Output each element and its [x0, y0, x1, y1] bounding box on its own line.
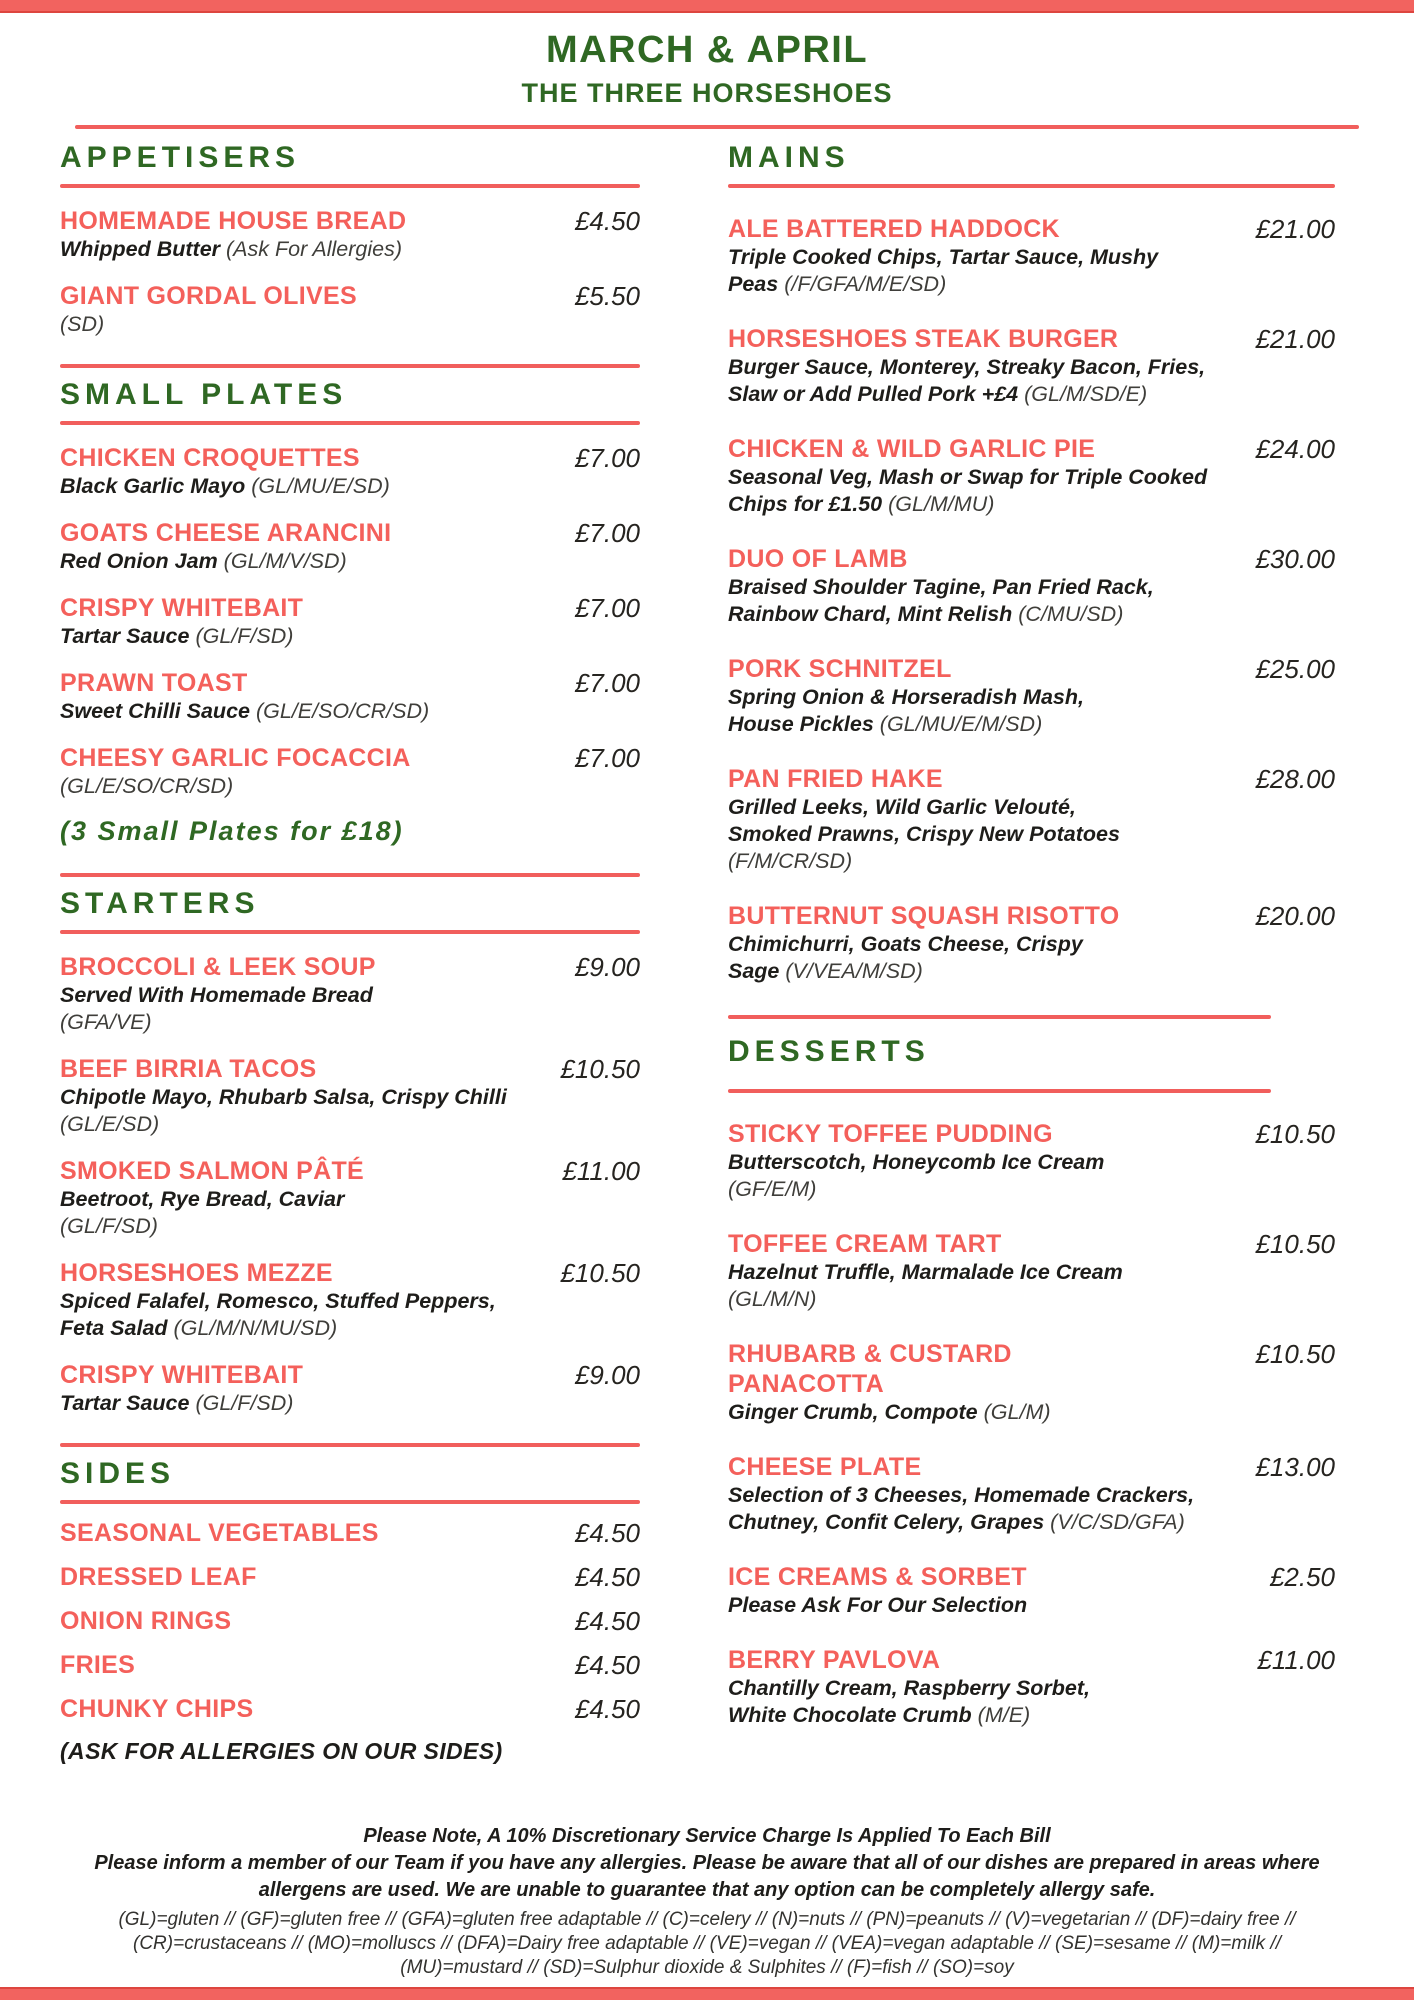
menu-item [60, 1562, 640, 1592]
menu-item-header [60, 1694, 640, 1724]
item-name: PORK SCHNITZEL [728, 655, 952, 683]
item-price: £4.50 [574, 1562, 640, 1592]
menu-item [728, 214, 1335, 298]
item-name: SEASONAL VEGETABLES [60, 1519, 379, 1547]
item-price: £10.50 [560, 1054, 640, 1084]
section-note-sides: (ASK FOR ALLERGIES ON OUR SIDES) [60, 1738, 503, 1764]
item-description-line [728, 684, 1335, 711]
item-name: SMOKED SALMON PÂTÉ [60, 1157, 365, 1185]
menu-item [60, 1606, 640, 1636]
item-description-line [60, 623, 640, 650]
desc-text: Whipped Butter [60, 237, 227, 261]
item-name: DUO OF LAMB [728, 545, 908, 573]
desc-allergens: (GL/M/V/SD) [223, 549, 347, 573]
item-description-line [728, 1509, 1335, 1536]
item-price: £24.00 [1255, 434, 1335, 464]
item-price: £4.50 [574, 1650, 640, 1680]
item-name: CRISPY WHITEBAIT [60, 594, 304, 622]
bottom-bar [0, 1987, 1414, 2000]
desc-allergens: (V/VEA/M/SD) [785, 959, 923, 983]
desc-text: Seasonal Veg, Mash or Swap for Triple Cooked [728, 465, 1208, 489]
section-starters [60, 873, 640, 1417]
desc-allergens: (GL/F/SD) [60, 1214, 158, 1238]
item-name: HOMEMADE HOUSE BREAD [60, 207, 407, 235]
item-name: ICE CREAMS & SORBET [728, 1563, 1027, 1591]
allergy-note-line-1: Please inform a member of our Team if you have any allergies. Please be aware that all of our dishes are prepared in areas where [94, 1852, 1320, 1874]
desc-allergens: (F/M/CR/SD) [728, 849, 853, 873]
section-divider-rule [60, 364, 640, 368]
menu-item-header [60, 952, 640, 982]
menu-item [728, 1339, 1335, 1426]
item-name: CHUNKY CHIPS [60, 1695, 254, 1723]
item-name: PRAWN TOAST [60, 669, 248, 697]
item-name: BEEF BIRRIA TACOS [60, 1055, 317, 1083]
item-name: HORSESHOES MEZZE [60, 1259, 333, 1287]
item-description-line [60, 1084, 640, 1111]
desc-text: Tartar Sauce [60, 1391, 196, 1415]
menu-item [728, 901, 1335, 985]
item-name: CHICKEN & WILD GARLIC PIE [728, 435, 1096, 463]
item-name: PAN FRIED HAKE [728, 765, 943, 793]
menu-item [60, 281, 640, 338]
menu-item [60, 443, 640, 500]
menu-item-header [60, 518, 640, 548]
item-name: TOFFEE CREAM TART [728, 1230, 1002, 1258]
desc-text: Sweet Chilli Sauce [60, 699, 256, 723]
item-description-line [728, 491, 1335, 518]
section-small-plates [60, 364, 640, 847]
item-price: £28.00 [1255, 764, 1335, 794]
desc-text: Black Garlic Mayo [60, 474, 252, 498]
item-name: RHUBARB & CUSTARD PANACOTTA [728, 1340, 1012, 1398]
desc-allergens: (GL/E/SD) [60, 1112, 160, 1136]
item-name: CHEESE PLATE [728, 1453, 922, 1481]
item-description-line [728, 794, 1335, 821]
desc-allergens: (Ask For Allergies) [226, 237, 403, 261]
menu-item [728, 654, 1335, 738]
desc-text: Rainbow Chard, Mint Relish [728, 602, 1019, 626]
menu-item [60, 668, 640, 725]
item-price: £10.50 [1255, 1339, 1335, 1369]
menu-column-left [60, 141, 640, 1765]
item-description-line [60, 982, 640, 1009]
desc-text: Spiced Falafel, Romesco, Stuffed Peppers, [60, 1289, 496, 1313]
menu-item-header [728, 214, 1335, 244]
desc-text: Chantilly Cream, Raspberry Sorbet, [728, 1676, 1091, 1700]
menu-item [60, 1360, 640, 1417]
desc-allergens: (GL/MU/E/M/SD) [879, 712, 1043, 736]
menu-item-header [60, 1156, 640, 1186]
desc-allergens: (V/C/SD/GFA) [1050, 1510, 1185, 1534]
item-description-line [728, 848, 1335, 875]
top-bar [0, 0, 1414, 13]
menu-item-header [728, 1119, 1335, 1149]
desc-allergens: (GFA/VE) [60, 1010, 152, 1034]
item-description-line [60, 473, 640, 500]
desc-allergens: (M/E) [977, 1703, 1031, 1727]
menu-item [60, 206, 640, 263]
menu-item-header [60, 1650, 640, 1680]
item-description-line [60, 1390, 640, 1417]
restaurant-name: THE THREE HORSESHOES [521, 78, 893, 108]
item-price: £20.00 [1255, 901, 1335, 931]
item-description-line [728, 931, 1335, 958]
item-price: £4.50 [574, 206, 640, 236]
desc-text: Ginger Crumb, Compote [728, 1400, 984, 1424]
desc-text: Please Ask For Our Selection [728, 1593, 1028, 1617]
menu-item-header [728, 1562, 1335, 1592]
menu-item [60, 1650, 640, 1680]
menu-item-header [60, 1054, 640, 1084]
section-title-appetisers: APPETISERS [60, 141, 301, 174]
menu-footer [0, 1823, 1414, 1980]
item-description-line [728, 1399, 1335, 1426]
item-name: GIANT GORDAL OLIVES [60, 282, 357, 310]
item-name: ALE BATTERED HADDOCK [728, 215, 1060, 243]
item-price: £4.50 [574, 1694, 640, 1724]
menu-item [60, 1518, 640, 1548]
section-underline-rule [60, 930, 640, 934]
item-price: £30.00 [1255, 544, 1335, 574]
menu-item-header [728, 901, 1335, 931]
section-underline-rule [60, 421, 640, 425]
item-description-line [60, 1111, 640, 1138]
desc-text: Chutney, Confit Celery, Grapes [728, 1510, 1051, 1534]
section-appetisers [60, 141, 640, 338]
item-name: BERRY PAVLOVA [728, 1646, 941, 1674]
allergen-key-line-2: (CR)=crustaceans // (MO)=molluscs // (DFA)=Dairy free adaptable // (VE)=vegan // (VEA)=vegan adaptable // (SE)=sesame // (M)=milk // [133, 1933, 1281, 1954]
menu-item [60, 1156, 640, 1240]
menu-item-header [728, 1645, 1335, 1675]
item-price: £5.50 [574, 281, 640, 311]
item-price: £4.50 [574, 1518, 640, 1548]
desc-allergens: (GL/M/SD/E) [1024, 382, 1148, 406]
desc-text: Selection of 3 Cheeses, Homemade Crackers, [728, 1483, 1195, 1507]
item-description-line [728, 244, 1335, 271]
menu-item [728, 1229, 1335, 1313]
menu-item-header [728, 1339, 1335, 1399]
menu-item-header [728, 654, 1335, 684]
menu-item [728, 544, 1335, 628]
item-name: CHEESY GARLIC FOCACCIA [60, 744, 411, 772]
item-price: £9.00 [574, 1360, 640, 1390]
desc-allergens: (GL/M) [983, 1400, 1051, 1424]
menu-item [60, 593, 640, 650]
item-description-line [728, 1482, 1335, 1509]
item-name: FRIES [60, 1651, 136, 1679]
desc-text: Braised Shoulder Tagine, Pan Fried Rack, [728, 575, 1154, 599]
item-price: £7.00 [574, 593, 640, 623]
desc-allergens: (GL/E/SO/CR/SD) [60, 774, 234, 798]
section-underline-rule [728, 1089, 1271, 1093]
menu-item-header [60, 443, 640, 473]
desc-text: Hazelnut Truffle, Marmalade Ice Cream [728, 1260, 1123, 1284]
section-underline-rule [60, 1500, 640, 1504]
menu-item-header [728, 544, 1335, 574]
desc-allergens: (/F/GFA/M/E/SD) [784, 272, 947, 296]
menu-column-right [728, 141, 1335, 1729]
desc-text: Chips for £1.50 [728, 492, 889, 516]
desc-allergens: (GL/M/MU) [888, 492, 995, 516]
desc-allergens: (GF/E/M) [728, 1177, 817, 1201]
item-price: £10.50 [1255, 1119, 1335, 1149]
menu-item-header [728, 1452, 1335, 1482]
item-description-line [728, 711, 1335, 738]
item-description-line [728, 1259, 1335, 1286]
item-name: CHICKEN CROQUETTES [60, 444, 360, 472]
item-name: HORSESHOES STEAK BURGER [728, 325, 1119, 353]
item-description-line [728, 574, 1335, 601]
item-name: GOATS CHEESE ARANCINI [60, 519, 392, 547]
desc-text: Chimichurri, Goats Cheese, Crispy [728, 932, 1083, 956]
desc-text: Red Onion Jam [60, 549, 224, 573]
item-price: £21.00 [1255, 214, 1335, 244]
menu-item [728, 1645, 1335, 1729]
item-description-line [60, 311, 640, 338]
menu-item [60, 1054, 640, 1138]
menu-item-header [728, 324, 1335, 354]
item-name: BUTTERNUT SQUASH RISOTTO [728, 902, 1120, 930]
item-name: STICKY TOFFEE PUDDING [728, 1120, 1053, 1148]
section-title-starters: STARTERS [60, 887, 260, 920]
desc-text: Sage [728, 959, 786, 983]
item-description-line [728, 381, 1335, 408]
desc-text: Feta Salad [60, 1316, 174, 1340]
section-title-desserts: DESSERTS [728, 1035, 930, 1068]
section-title-small-plates: SMALL PLATES [60, 378, 348, 411]
menu-item-header [728, 434, 1335, 464]
section-note-small-plates: (3 Small Plates for £18) [60, 816, 404, 846]
item-description-line [728, 1675, 1335, 1702]
desc-text: Chipotle Mayo, Rhubarb Salsa, Crispy Chilli [60, 1085, 507, 1109]
item-description-line [728, 1702, 1335, 1729]
menu-item-header [60, 206, 640, 236]
desc-allergens: (C/MU/SD) [1018, 602, 1124, 626]
item-description-line [60, 1213, 640, 1240]
item-price: £10.50 [1255, 1229, 1335, 1259]
item-name: DRESSED LEAF [60, 1563, 257, 1591]
desc-text: White Chocolate Crumb [728, 1703, 978, 1727]
desc-allergens: (GL/E/SO/CR/SD) [255, 699, 430, 723]
menu-item-header [60, 1360, 640, 1390]
item-name: BROCCOLI & LEEK SOUP [60, 953, 376, 981]
menu-item [60, 1258, 640, 1342]
desc-allergens: (GL/MU/E/SD) [251, 474, 390, 498]
allergen-key-line-3: (MU)=mustard // (SD)=Sulphur dioxide & Sulphites // (F)=fish // (SO)=soy [400, 1957, 1014, 1978]
item-description-line [60, 1186, 640, 1213]
service-charge-note: Please Note, A 10% Discretionary Service Charge Is Applied To Each Bill [363, 1825, 1051, 1847]
item-price: £11.00 [1257, 1645, 1335, 1675]
menu-item-header [60, 1258, 640, 1288]
menu-item-header [728, 764, 1335, 794]
item-description-line [728, 271, 1335, 298]
desc-text: Spring Onion & Horseradish Mash, [728, 685, 1084, 709]
item-description-line [60, 1315, 640, 1342]
item-price: £25.00 [1255, 654, 1335, 684]
item-price: £11.00 [562, 1156, 640, 1186]
menu-item-header [60, 281, 640, 311]
item-description-line [728, 958, 1335, 985]
section-divider-rule [60, 873, 640, 877]
item-description-line [728, 1592, 1335, 1619]
menu-item-header [728, 1229, 1335, 1259]
item-description-line [728, 601, 1335, 628]
menu-item-header [60, 1518, 640, 1548]
desc-text: Butterscotch, Honeycomb Ice Cream [728, 1150, 1105, 1174]
section-underline-rule [60, 184, 640, 188]
section-divider-rule [60, 1443, 640, 1447]
menu-item-header [60, 1606, 640, 1636]
item-description-line [728, 1286, 1335, 1313]
item-description-line [728, 354, 1335, 381]
item-price: £4.50 [574, 1606, 640, 1636]
item-description-line [728, 1149, 1335, 1176]
item-price: £7.00 [574, 743, 640, 773]
allergen-key-line-1: (GL)=gluten // (GF)=gluten free // (GFA)=gluten free adaptable // (C)=celery // (N)=nuts // (PN)=peanuts // (V)=vegetarian // (DF)=dairy free // [118, 1909, 1296, 1930]
item-price: £7.00 [574, 443, 640, 473]
desc-text: Tartar Sauce [60, 624, 196, 648]
item-description-line [60, 698, 640, 725]
menu-item [60, 743, 640, 800]
item-price: £7.00 [574, 518, 640, 548]
desc-text: Burger Sauce, Monterey, Streaky Bacon, Fries, [728, 355, 1206, 379]
menu-columns [0, 129, 1414, 1765]
section-desserts [728, 1015, 1335, 1729]
desc-allergens: (GL/F/SD) [195, 624, 294, 648]
menu-item [728, 1119, 1335, 1203]
item-description-line [60, 1288, 640, 1315]
section-underline-rule [728, 184, 1335, 188]
desc-allergens: (GL/M/N/MU/SD) [173, 1316, 338, 1340]
menu-header [0, 0, 1414, 109]
menu-item [728, 434, 1335, 518]
item-price: £13.00 [1255, 1452, 1335, 1482]
item-price: £9.00 [574, 952, 640, 982]
desc-text: Smoked Prawns, Crispy New Potatoes [728, 822, 1120, 846]
item-description-line [60, 548, 640, 575]
item-description-line [728, 464, 1335, 491]
item-description-line [60, 236, 640, 263]
item-price: £7.00 [574, 668, 640, 698]
section-sides [60, 1443, 640, 1765]
desc-allergens: (GL/F/SD) [195, 1391, 294, 1415]
menu-item-header [60, 1562, 640, 1592]
menu-item [60, 518, 640, 575]
desc-text: House Pickles [728, 712, 880, 736]
section-title-sides: SIDES [60, 1457, 176, 1490]
menu-item [728, 1562, 1335, 1619]
desc-allergens: (GL/M/N) [728, 1287, 817, 1311]
item-description-line [60, 1009, 640, 1036]
item-description-line [60, 773, 640, 800]
item-name: ONION RINGS [60, 1607, 232, 1635]
menu-item [60, 1694, 640, 1724]
allergy-note-line-2: allergens are used. We are unable to guarantee that any option can be completely allergy safe. [258, 1879, 1156, 1901]
desc-text: Served With Homemade Bread [60, 983, 373, 1007]
item-description-line [728, 1176, 1335, 1203]
item-price: £2.50 [1269, 1562, 1335, 1592]
desc-text: Peas [728, 272, 785, 296]
item-name: CRISPY WHITEBAIT [60, 1361, 304, 1389]
desc-text: Triple Cooked Chips, Tartar Sauce, Mushy [728, 245, 1159, 269]
menu-item-header [60, 668, 640, 698]
desc-text: Beetroot, Rye Bread, Caviar [60, 1187, 345, 1211]
item-price: £10.50 [560, 1258, 640, 1288]
month-title: MARCH & APRIL [545, 29, 869, 71]
desc-text: Grilled Leeks, Wild Garlic Velouté, [728, 795, 1076, 819]
desc-allergens: (SD) [60, 312, 105, 336]
section-title-mains: MAINS [728, 141, 850, 174]
menu-item-header [60, 593, 640, 623]
menu-item [728, 324, 1335, 408]
menu-item [728, 1452, 1335, 1536]
menu-item [728, 764, 1335, 875]
desc-text: Slaw or Add Pulled Pork +£4 [728, 382, 1025, 406]
item-description-line [728, 821, 1335, 848]
item-price: £21.00 [1255, 324, 1335, 354]
section-divider-rule [728, 1015, 1271, 1019]
section-mains [728, 141, 1335, 985]
menu-item-header [60, 743, 640, 773]
menu-item [60, 952, 640, 1036]
